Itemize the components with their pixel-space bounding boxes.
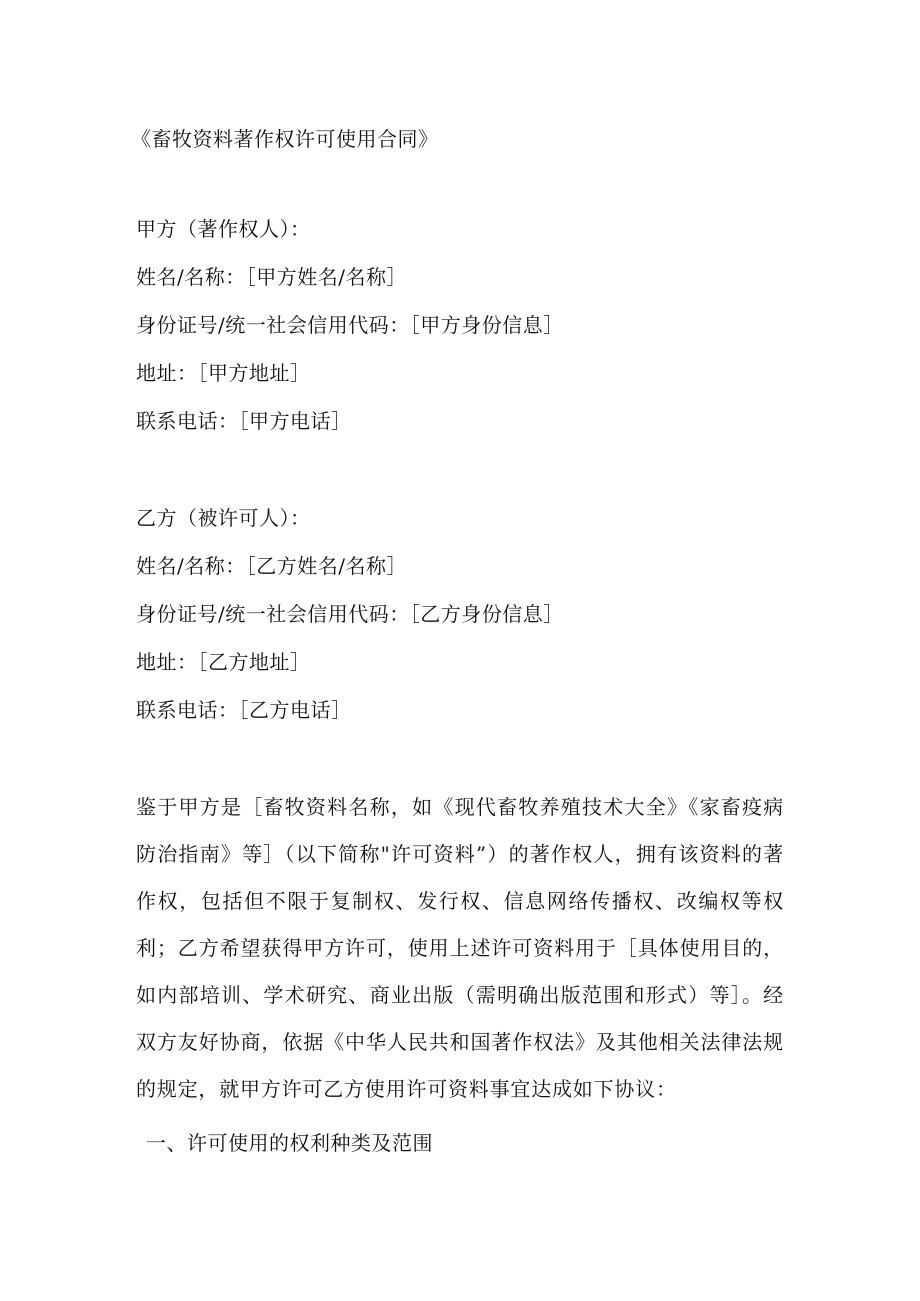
party-a-address: 地址：［甲方地址］ [136,361,311,385]
section-1-heading: 一、许可使用的权利种类及范围 [146,1131,433,1155]
party-b-name: 姓名/名称：［乙方姓名/名称］ [136,554,407,578]
party-b-id: 身份证号/统一社会信用代码：［乙方身份信息］ [136,602,564,626]
party-a-name: 姓名/名称：［甲方姓名/名称］ [136,265,407,289]
preamble-paragraph: 鉴于甲方是［畜牧资料名称，如《现代畜牧养殖技术大全》《家畜疫病防治指南》等］（以下简称"许可资料”）的著作权人，拥有该资料的著作权，包括但不限于复制权、发行权、信息网络传播权、改编权等权利；乙方希望获得甲方许可，使用上述许可资料用于［具体使用目的，如内部培训、学术研究、商业出版（需明确出版范围和形式）等］。经双方友好协商，依据《中华人民共和国著作权法》及其他相关法律法规的规定，就甲方许可乙方使用许可资料事宜达成如下协议： [136,795,784,1101]
party-b-address: 地址：［乙方地址］ [136,650,311,674]
party-b-phone: 联系电话：［乙方电话］ [136,698,352,722]
party-b-block [136,494,816,734]
party-a-id: 身份证号/统一社会信用代码：［甲方身份信息］ [136,313,564,337]
party-a-heading: 甲方（著作权人）： [136,217,311,241]
party-a-block [136,205,816,445]
party-b-heading: 乙方（被许可人）： [136,506,311,530]
party-a-phone: 联系电话：［甲方电话］ [136,409,352,433]
contract-title: 《畜牧资料著作权许可使用合同》 [131,127,439,151]
